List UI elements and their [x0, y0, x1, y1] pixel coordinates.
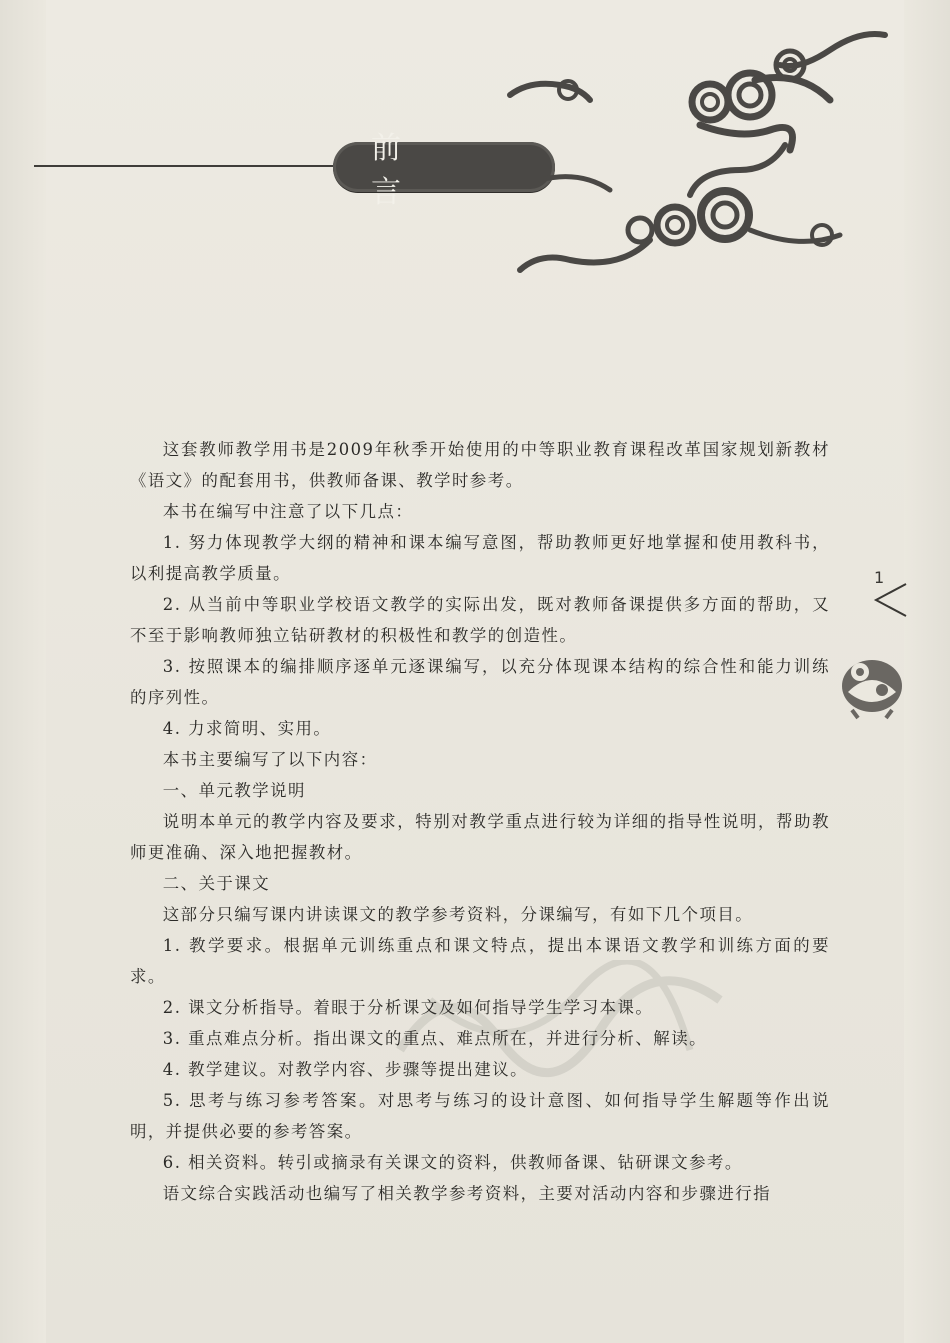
paragraph: 本书主要编写了以下内容： [162, 750, 378, 769]
paragraph: 4. 力求简明、实用。 [162, 719, 332, 738]
paragraph: 语文综合实践活动也编写了相关教学参考资料，主要对活动内容和步骤进行指 [162, 1184, 772, 1203]
paragraph: 4. 教学建议。对教学内容、步骤等提出建议。 [162, 1060, 529, 1079]
paragraph: 说明本单元的教学内容及要求，特别对教学重点进行较为详细的指导性说明，帮助教师更准确、深入地把握教材。 [130, 812, 830, 862]
paragraph: 2. 从当前中等职业学校语文教学的实际出发，既对教师备课提供多方面的帮助，又不至于影响教师独立钻研教材的积极性和教学的创造性。 [130, 595, 830, 645]
preface-body [130, 434, 830, 1209]
paragraph: 3. 重点难点分析。指出课文的重点、难点所在，并进行分析、解读。 [162, 1029, 707, 1048]
section-heading: 一、单元教学说明 [162, 781, 306, 800]
paragraph: 2. 课文分析指导。着眼于分析课文及如何指导学生学习本课。 [162, 998, 654, 1017]
paragraph: 这部分只编写课内讲读课文的教学参考资料，分课编写，有如下几个项目。 [162, 905, 754, 924]
paragraph: 这套教师教学用书是2009年秋季开始使用的中等职业教育课程改革国家规划新教材《语文》的配套用书，供教师备课、教学时参考。 [130, 440, 830, 490]
title-rule [34, 165, 334, 167]
paragraph: 6. 相关资料。转引或摘录有关课文的资料，供教师备课、钻研课文参考。 [162, 1153, 743, 1172]
page-number: 1 [874, 568, 885, 587]
paragraph: 本书在编写中注意了以下几点： [162, 502, 414, 521]
left-page-edge [0, 0, 46, 1343]
paragraph: 1. 教学要求。根据单元训练重点和课文特点，提出本课语文教学和训练方面的要求。 [130, 936, 830, 986]
right-page-edge [904, 0, 950, 1343]
paragraph: 1. 努力体现教学大纲的精神和课本编写意图，帮助教师更好地掌握和使用教科书，以利提高教学质量。 [130, 533, 830, 583]
paragraph: 5. 思考与练习参考答案。对思考与练习的设计意图、如何指导学生解题等作出说明，并提供必要的参考答案。 [130, 1091, 830, 1141]
paper-cut-ornament-icon [838, 648, 906, 720]
section-heading: 二、关于课文 [162, 874, 271, 893]
paragraph: 3. 按照课本的编排顺序逐单元逐课编写，以充分体现课本结构的综合性和能力训练的序列性。 [130, 657, 830, 707]
cloud-ornament-icon [500, 20, 900, 280]
page-chevron-icon [872, 580, 908, 620]
page-title: 前 言 [371, 131, 507, 210]
